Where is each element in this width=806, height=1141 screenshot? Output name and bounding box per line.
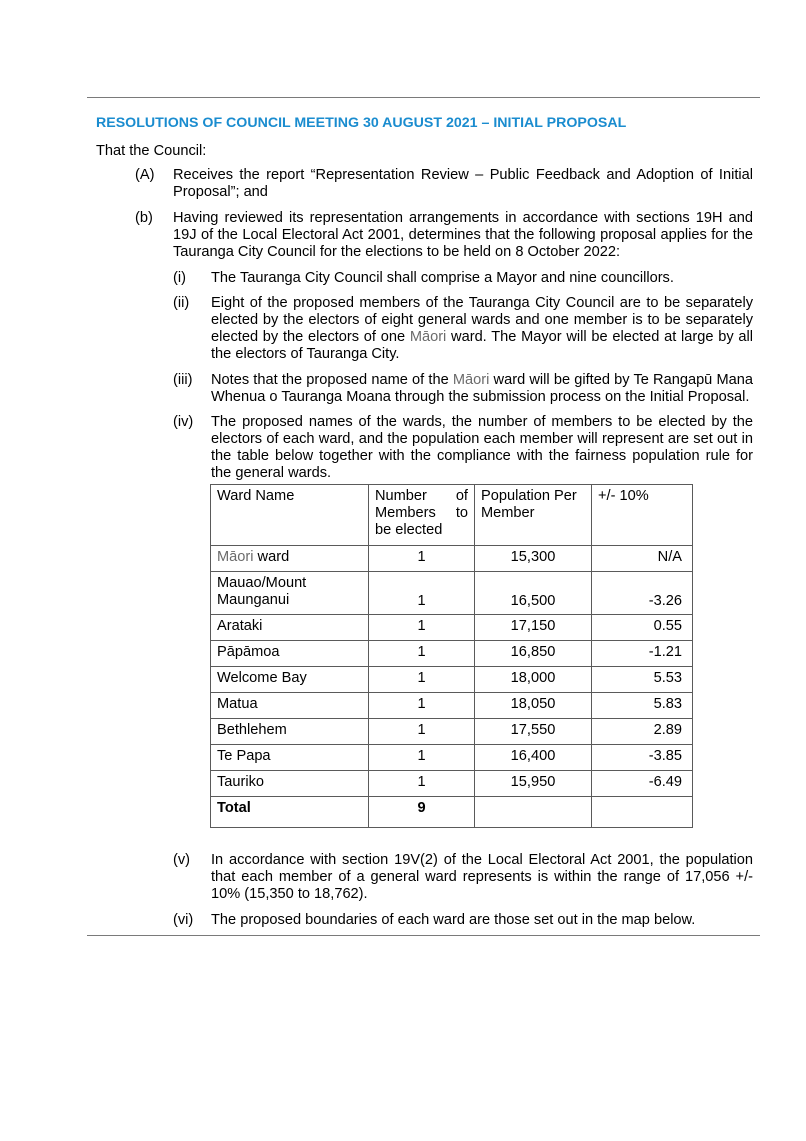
ward-name-cell: Arataki [211,615,369,641]
header-ward-name: Ward Name [211,485,369,546]
members-cell: 1 [369,771,475,797]
population-cell: 15,950 [475,771,592,797]
bottom-rule [87,935,760,936]
sub-ii-marker: (ii) [173,295,190,311]
sub-vi-text: The proposed boundaries of each ward are those set out in the map below. [211,912,696,928]
population-cell: 16,500 [475,572,592,615]
item-b-text: Having reviewed its representation arrangements in accordance with sections 19H and 19J of the Local Electoral Act 2001, determines that the following proposal applies for the Tauranga City Council for the elections to be held on 8 October 2022: [173,210,753,260]
members-cell: 1 [369,641,475,667]
table-row [211,745,693,771]
header-members-line1: Number of [375,488,468,504]
population-cell: 18,000 [475,667,592,693]
sub-iv-text: The proposed names of the wards, the number of members to be elected by the electors of each ward, and the population each member will represent are set out in the table below together with the compliance with the fairness population rule for the general wards. [211,414,753,481]
table-row [211,719,693,745]
ward-name-cell: Bethlehem [211,719,369,745]
table-row [211,546,693,572]
header-variance: +/- 10% [592,485,693,546]
members-cell: 1 [369,572,475,615]
total-label: Total [211,797,369,828]
table-row [211,615,693,641]
ward-name-line2: Maunganui [217,592,290,608]
ward-name-line1: Mauao/Mount [217,575,307,591]
intro-text: That the Council: [96,143,207,159]
ward-suffix: ward [253,549,290,565]
ward-name-cell [211,546,369,572]
ward-name-cell: Te Papa [211,745,369,771]
sub-ii-maori-word: Māori [409,329,447,345]
population-cell: 18,050 [475,693,592,719]
sub-iv-marker: (iv) [173,414,194,430]
variance-cell: -1.21 [592,641,693,667]
members-cell: 1 [369,667,475,693]
population-cell: 17,150 [475,615,592,641]
table-row [211,693,693,719]
population-cell: 16,400 [475,745,592,771]
population-cell: 15,300 [475,546,592,572]
sub-iii-text-before: Notes that the proposed name of the [211,372,453,388]
table-row [211,641,693,667]
sub-ii-text-after: ward. The Mayor will be elected at large by all the electors of Tauranga City. [211,329,753,362]
sub-ii-text [211,295,753,363]
ward-name-cell: Pāpāmoa [211,641,369,667]
members-cell: 1 [369,693,475,719]
sub-i-marker: (i) [173,270,186,286]
item-a-marker: (A) [135,167,155,183]
table-row [211,572,693,615]
header-population [475,485,592,546]
sub-v-text: In accordance with section 19V(2) of the Local Electoral Act 2001, the population that each member of a general ward represents is within the range of 17,056 +/- 10% (15,350 to 18,762). [211,852,753,902]
total-variance-empty [592,797,693,828]
population-cell: 16,850 [475,641,592,667]
total-members: 9 [369,797,475,828]
top-rule [87,97,760,98]
sub-iii-maori-word: Māori [452,372,490,388]
ward-name-cell: Matua [211,693,369,719]
header-population-line2: Member [481,505,535,521]
members-cell: 1 [369,615,475,641]
ward-name-cell: Tauriko [211,771,369,797]
header-members-line2: Members to [375,505,468,521]
sub-v-marker: (v) [173,852,191,868]
variance-cell: 5.53 [592,667,693,693]
ward-name-cell [211,572,369,615]
sub-iii-text [211,372,753,406]
members-cell: 1 [369,745,475,771]
variance-cell: -6.49 [592,771,693,797]
variance-cell: 0.55 [592,615,693,641]
variance-cell: 5.83 [592,693,693,719]
members-cell: 1 [369,546,475,572]
item-a-text: Receives the report “Representation Review – Public Feedback and Adoption of Initial Proposal”; and [173,167,753,200]
variance-cell: -3.85 [592,745,693,771]
ward-name-cell: Welcome Bay [211,667,369,693]
table-row [211,667,693,693]
table-header-row [211,485,693,546]
sub-ii-text-before: Eight of the proposed members of the Tauranga City Council are to be separately elected by the electors of eight general wards and one member is to be separately elected by the electors of one [211,295,753,345]
wards-table [210,484,693,828]
population-cell: 17,550 [475,719,592,745]
item-b-marker: (b) [135,210,153,226]
sub-i-text: The Tauranga City Council shall comprise a Mayor and nine councillors. [211,270,674,286]
variance-cell: 2.89 [592,719,693,745]
maori-word: Māori [217,549,254,565]
variance-cell: -3.26 [592,572,693,615]
table-row [211,771,693,797]
section-heading: RESOLUTIONS OF COUNCIL MEETING 30 AUGUST 2021 – INITIAL PROPOSAL [96,115,627,131]
header-members [369,485,475,546]
header-members-line3: be elected [375,522,443,538]
members-cell: 1 [369,719,475,745]
variance-cell: N/A [592,546,693,572]
header-population-line1: Population Per [481,488,577,504]
sub-iii-marker: (iii) [173,372,193,388]
table-total-row [211,797,693,828]
sub-vi-marker: (vi) [173,912,194,928]
sub-iii-text-after: ward will be gifted by Te Rangapū Mana Whenua o Tauranga Moana through the submission process on the Initial Proposal. [211,372,753,405]
total-population-empty [475,797,592,828]
